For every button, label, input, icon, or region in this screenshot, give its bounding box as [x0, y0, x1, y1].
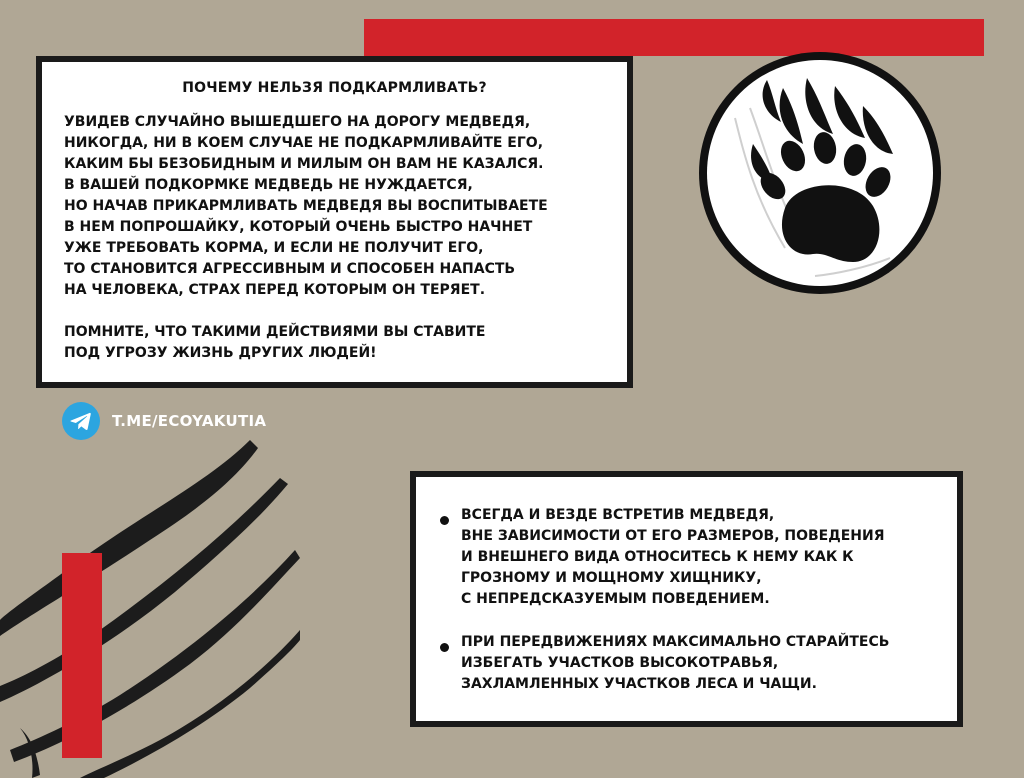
bullet-dot: [440, 516, 449, 525]
tip-text: ПРИ ПЕРЕДВИЖЕНИЯХ МАКСИМАЛЬНО СТАРАЙТЕСЬ ИЗБЕГАТЬ УЧАСТКОВ ВЫСОКОТРАВЬЯ, ЗАХЛАМЛЕННЫХ УЧАСТКОВ ЛЕСА И ЧАЩИ.: [461, 634, 890, 692]
telegram-icon: [62, 402, 100, 440]
card-title: ПОЧЕМУ НЕЛЬЗЯ ПОДКАРМЛИВАТЬ?: [182, 80, 487, 96]
tip-text: ВСЕГДА И ВЕЗДЕ ВСТРЕТИВ МЕДВЕДЯ, ВНЕ ЗАВИСИМОСТИ ОТ ЕГО РАЗМЕРОВ, ПОВЕДЕНИЯ И ВНЕШНЕГО ВИДА ОТНОСИТЕСЬ К НЕМУ КАК К ГРОЗНОМУ И МОЩНОМУ ХИЩНИКУ, С НЕПРЕДСКАЗУЕМЫМ ПОВЕДЕНИЕМ.: [461, 507, 885, 607]
red-accent-bar-left: [62, 553, 102, 758]
reminder-paragraph: ПОМНИТЕ, ЧТО ТАКИМИ ДЕЙСТВИЯМИ ВЫ СТАВИТЕ ПОД УГРОЗУ ЖИЗНЬ ДРУГИХ ЛЮДЕЙ!: [64, 324, 486, 361]
feeding-warning-card: [36, 56, 633, 388]
claw-marks-icon: [0, 440, 300, 778]
telegram-link-label[interactable]: T.ME/ECOYAKUTIA: [112, 412, 267, 430]
warning-paragraph: УВИДЕВ СЛУЧАЙНО ВЫШЕДШЕГО НА ДОРОГУ МЕДВЕДЯ, НИКОГДА, НИ В КОЕМ СЛУЧАЕ НЕ ПОДКАРМЛИВАЙТЕ ЕГО, КАКИМ БЫ БЕЗОБИДНЫМ И МИЛЫМ ОН ВАМ НЕ КАЗАЛСЯ. В ВАШЕЙ ПОДКОРМКЕ МЕДВЕДЬ НЕ НУЖДАЕТСЯ, НО НАЧАВ ПРИКАРМЛИВАТЬ МЕДВЕДЯ ВЫ ВОСПИТЫВАЕТЕ В НЕМ ПОПРОШАЙКУ, КОТОРЫЙ ОЧЕНЬ БЫСТРО НАЧНЕТ УЖЕ ТРЕБОВАТЬ КОРМА, И ЕСЛИ НЕ ПОЛУЧИТ ЕГО, ТО СТАНОВИТСЯ АГРЕССИВНЫМ И СПОСОБЕН НАПАСТЬ НА ЧЕЛОВЕКА, СТРАХ ПЕРЕД КОТОРЫМ ОН ТЕРЯЕТ.: [64, 114, 548, 298]
list-item: [440, 505, 939, 610]
telegram-link[interactable]: [62, 402, 266, 440]
bullet-dot: [440, 643, 449, 652]
bear-paw-icon: [695, 48, 945, 298]
safety-tips-card: [410, 471, 963, 727]
list-item: [440, 632, 939, 695]
